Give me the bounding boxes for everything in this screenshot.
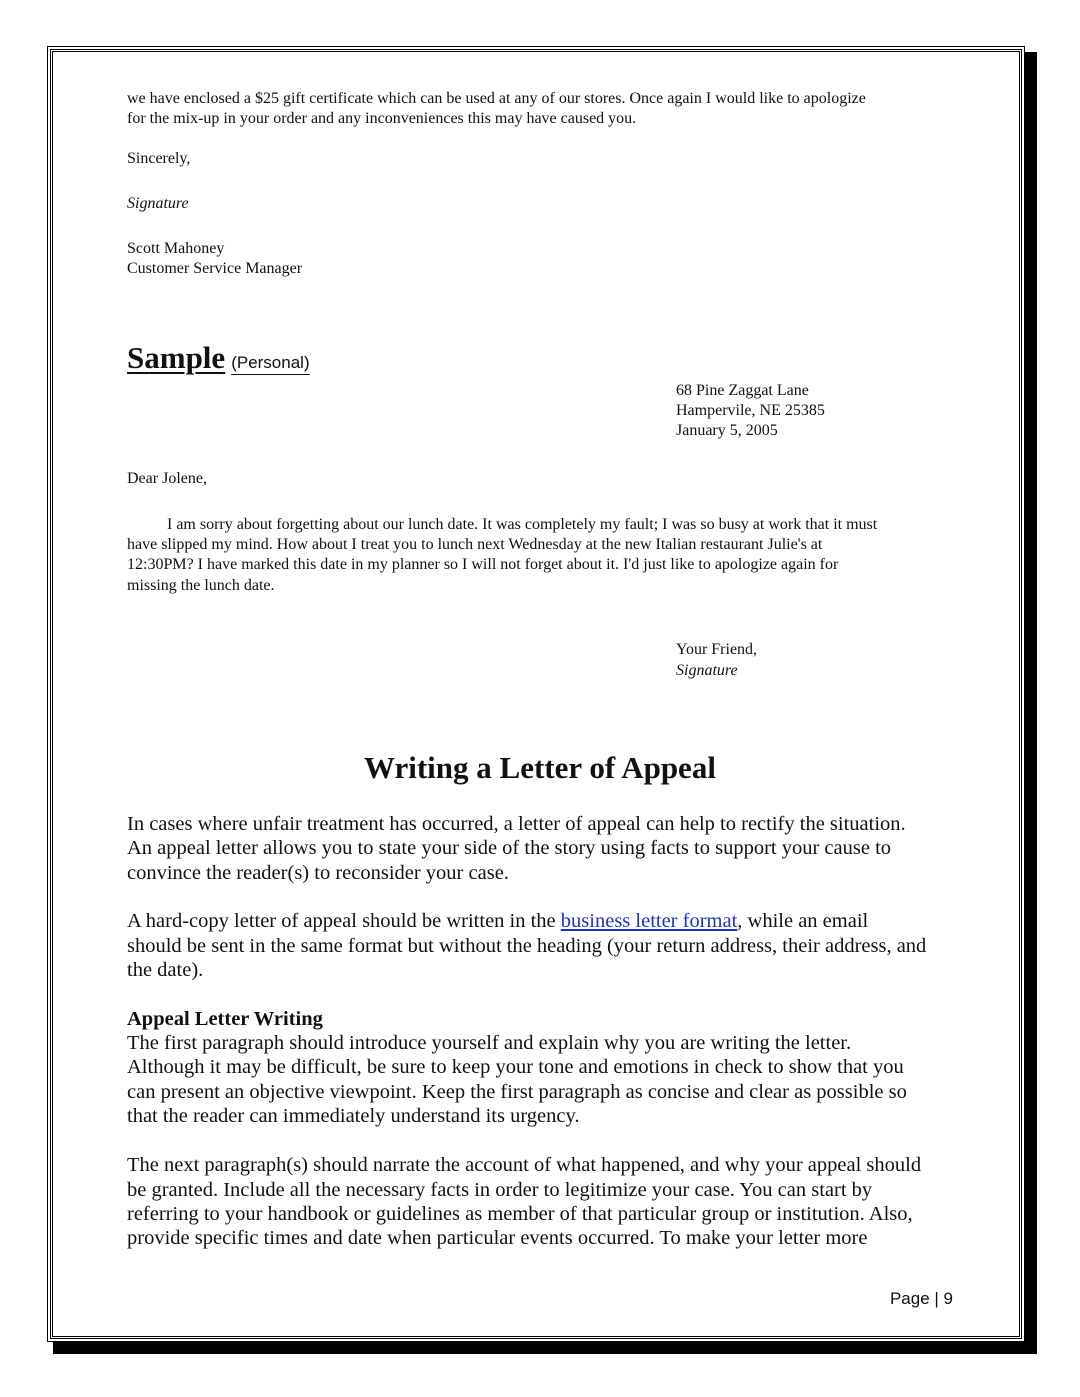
format-line-1 bbox=[127, 909, 868, 934]
body-line-4: missing the lunch date. bbox=[127, 577, 275, 594]
intro-line-1: In cases where unfair treatment has occurred, a letter of appeal can help to rectify the situation. bbox=[127, 813, 906, 835]
sample-subheading: (Personal) bbox=[231, 353, 310, 372]
next-line-4: provide specific times and date when particular events occurred. To make your letter more bbox=[127, 1227, 868, 1249]
address-line-1: 68 Pine Zaggat Lane bbox=[676, 382, 809, 399]
format-line-2: should be sent in the same format but without the heading (your return address, their address, and bbox=[127, 935, 927, 957]
writing-line-4: that the reader can immediately understand its urgency. bbox=[127, 1105, 580, 1127]
letter-date: January 5, 2005 bbox=[676, 422, 778, 439]
business-letter-format-link[interactable]: business letter format bbox=[560, 910, 738, 932]
body-line-2: have slipped my mind. How about I treat you to lunch next Wednesday at the new Italian restaurant Julie's at bbox=[127, 536, 823, 553]
next-line-2: be granted. Include all the necessary facts in order to legitimize your case. You can start by bbox=[127, 1179, 873, 1201]
personal-signature: Signature bbox=[676, 662, 738, 679]
sign-off: Sincerely, bbox=[127, 150, 191, 167]
salutation: Dear Jolene, bbox=[127, 470, 207, 487]
format-text-after: , while an email bbox=[737, 910, 869, 932]
next-line-3: referring to your handbook or guidelines as member of that particular group or institution. Also, bbox=[127, 1203, 913, 1225]
signer-title: Customer Service Manager bbox=[127, 260, 303, 277]
writing-line-1: The first paragraph should introduce yourself and explain why you are writing the letter. bbox=[127, 1032, 852, 1054]
intro-line-3: convince the reader(s) to reconsider your case. bbox=[127, 862, 509, 884]
signer-name: Scott Mahoney bbox=[127, 240, 225, 257]
writing-line-2: Although it may be difficult, be sure to keep your tone and emotions in check to show that you bbox=[127, 1056, 904, 1078]
format-line-3: the date). bbox=[127, 959, 204, 981]
page-number: Page | 9 bbox=[889, 1289, 953, 1308]
appeal-writing-heading: Appeal Letter Writing bbox=[127, 1008, 323, 1030]
intro-line-2: An appeal letter allows you to state your side of the story using facts to support your cause to bbox=[127, 837, 892, 859]
sample-heading: Sample bbox=[127, 340, 226, 375]
body-line-3: 12:30PM? I have marked this date in my planner so I will not forget about it. I'd just like to apologize again for bbox=[127, 556, 839, 573]
signature: Signature bbox=[127, 195, 189, 212]
sample-heading-group bbox=[127, 340, 310, 376]
address-line-2: Hampervile, NE 25385 bbox=[676, 402, 825, 419]
letter-closing-line-2: for the mix-up in your order and any inconveniences this may have caused you. bbox=[127, 110, 637, 127]
body-line-1: I am sorry about forgetting about our lunch date. It was completely my fault; I was so busy at work that it must bbox=[167, 516, 878, 533]
section-title: Writing a Letter of Appeal bbox=[364, 750, 716, 785]
next-line-1: The next paragraph(s) should narrate the account of what happened, and why your appeal should bbox=[127, 1154, 922, 1176]
format-text-before: A hard-copy letter of appeal should be written in the bbox=[127, 910, 561, 932]
personal-closing: Your Friend, bbox=[676, 641, 758, 658]
letter-closing-line-1: we have enclosed a $25 gift certificate which can be used at any of our stores. Once again I would like to apologize bbox=[127, 90, 866, 107]
writing-line-3: can present an objective viewpoint. Keep the first paragraph as concise and clear as possible so bbox=[127, 1081, 907, 1103]
